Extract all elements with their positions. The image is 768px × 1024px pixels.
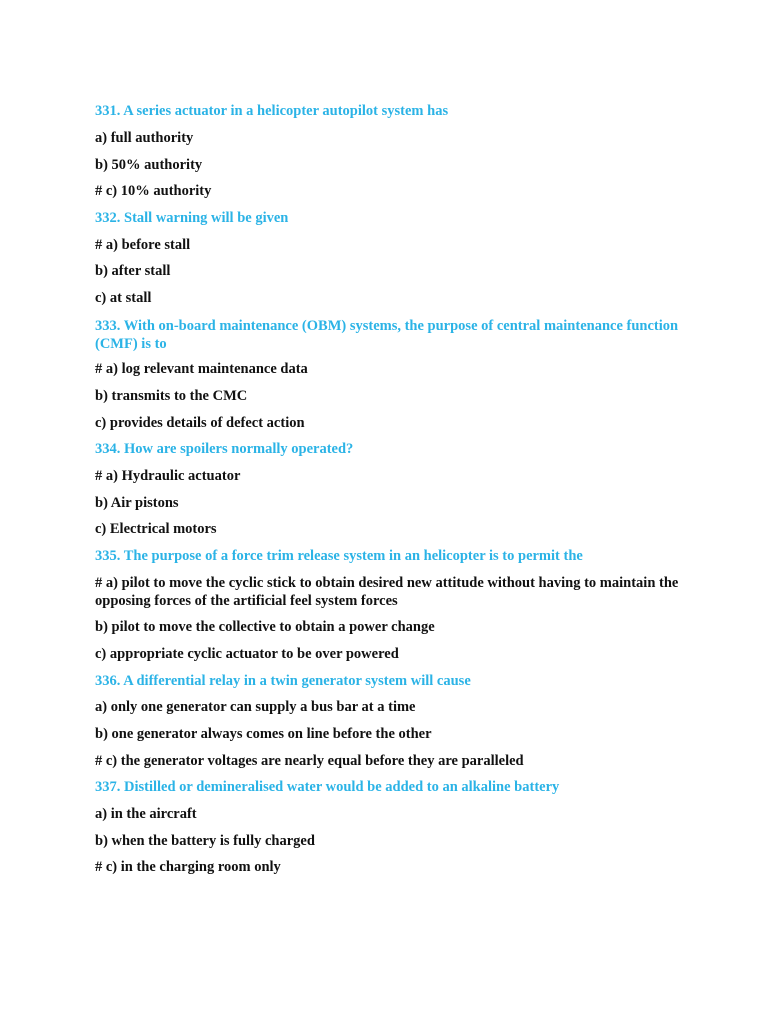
answer-option: # c) 10% authority [95, 183, 212, 199]
answer-option: # c) in the charging room only [95, 859, 281, 875]
answer-option: c) at stall [95, 290, 152, 306]
question-331: 331. A series actuator in a helicopter autopilot system has [95, 103, 449, 119]
question-337: 337. Distilled or demineralised water would be added to an alkaline battery [95, 779, 560, 795]
question-336: 336. A differential relay in a twin generator system will cause [95, 673, 471, 689]
answer-option: # a) Hydraulic actuator [95, 468, 241, 484]
answer-option: b) transmits to the CMC [95, 388, 248, 404]
answer-option: b) when the battery is fully charged [95, 833, 315, 849]
answer-option: # a) log relevant maintenance data [95, 361, 308, 377]
answer-option: b) 50% authority [95, 157, 203, 173]
answer-option: # a) before stall [95, 237, 191, 253]
answer-option: a) full authority [95, 130, 194, 146]
question-335: 335. The purpose of a force trim release system in an helicopter is to permit the [95, 548, 583, 564]
answer-option: b) after stall [95, 263, 171, 279]
answer-option: a) only one generator can supply a bus bar at a time [95, 699, 416, 715]
answer-option: # c) the generator voltages are nearly equal before they are paralleled [95, 753, 524, 769]
answer-option: b) Air pistons [95, 495, 179, 511]
question-332: 332. Stall warning will be given [95, 210, 289, 226]
answer-option: c) provides details of defect action [95, 415, 305, 431]
answer-option: # a) pilot to move the cyclic stick to obtain desired new attitude without having to maintain the opposing forces of the artificial feel system forces [95, 575, 679, 609]
question-334: 334. How are spoilers normally operated? [95, 441, 354, 457]
answer-option: b) pilot to move the collective to obtain a power change [95, 619, 435, 635]
answer-option: c) appropriate cyclic actuator to be over powered [95, 646, 399, 662]
answer-option: c) Electrical motors [95, 521, 217, 537]
answer-option: b) one generator always comes on line before the other [95, 726, 432, 742]
question-333: 333. With on-board maintenance (OBM) systems, the purpose of central maintenance function (CMF) is to [95, 318, 679, 352]
answer-option: a) in the aircraft [95, 806, 197, 822]
